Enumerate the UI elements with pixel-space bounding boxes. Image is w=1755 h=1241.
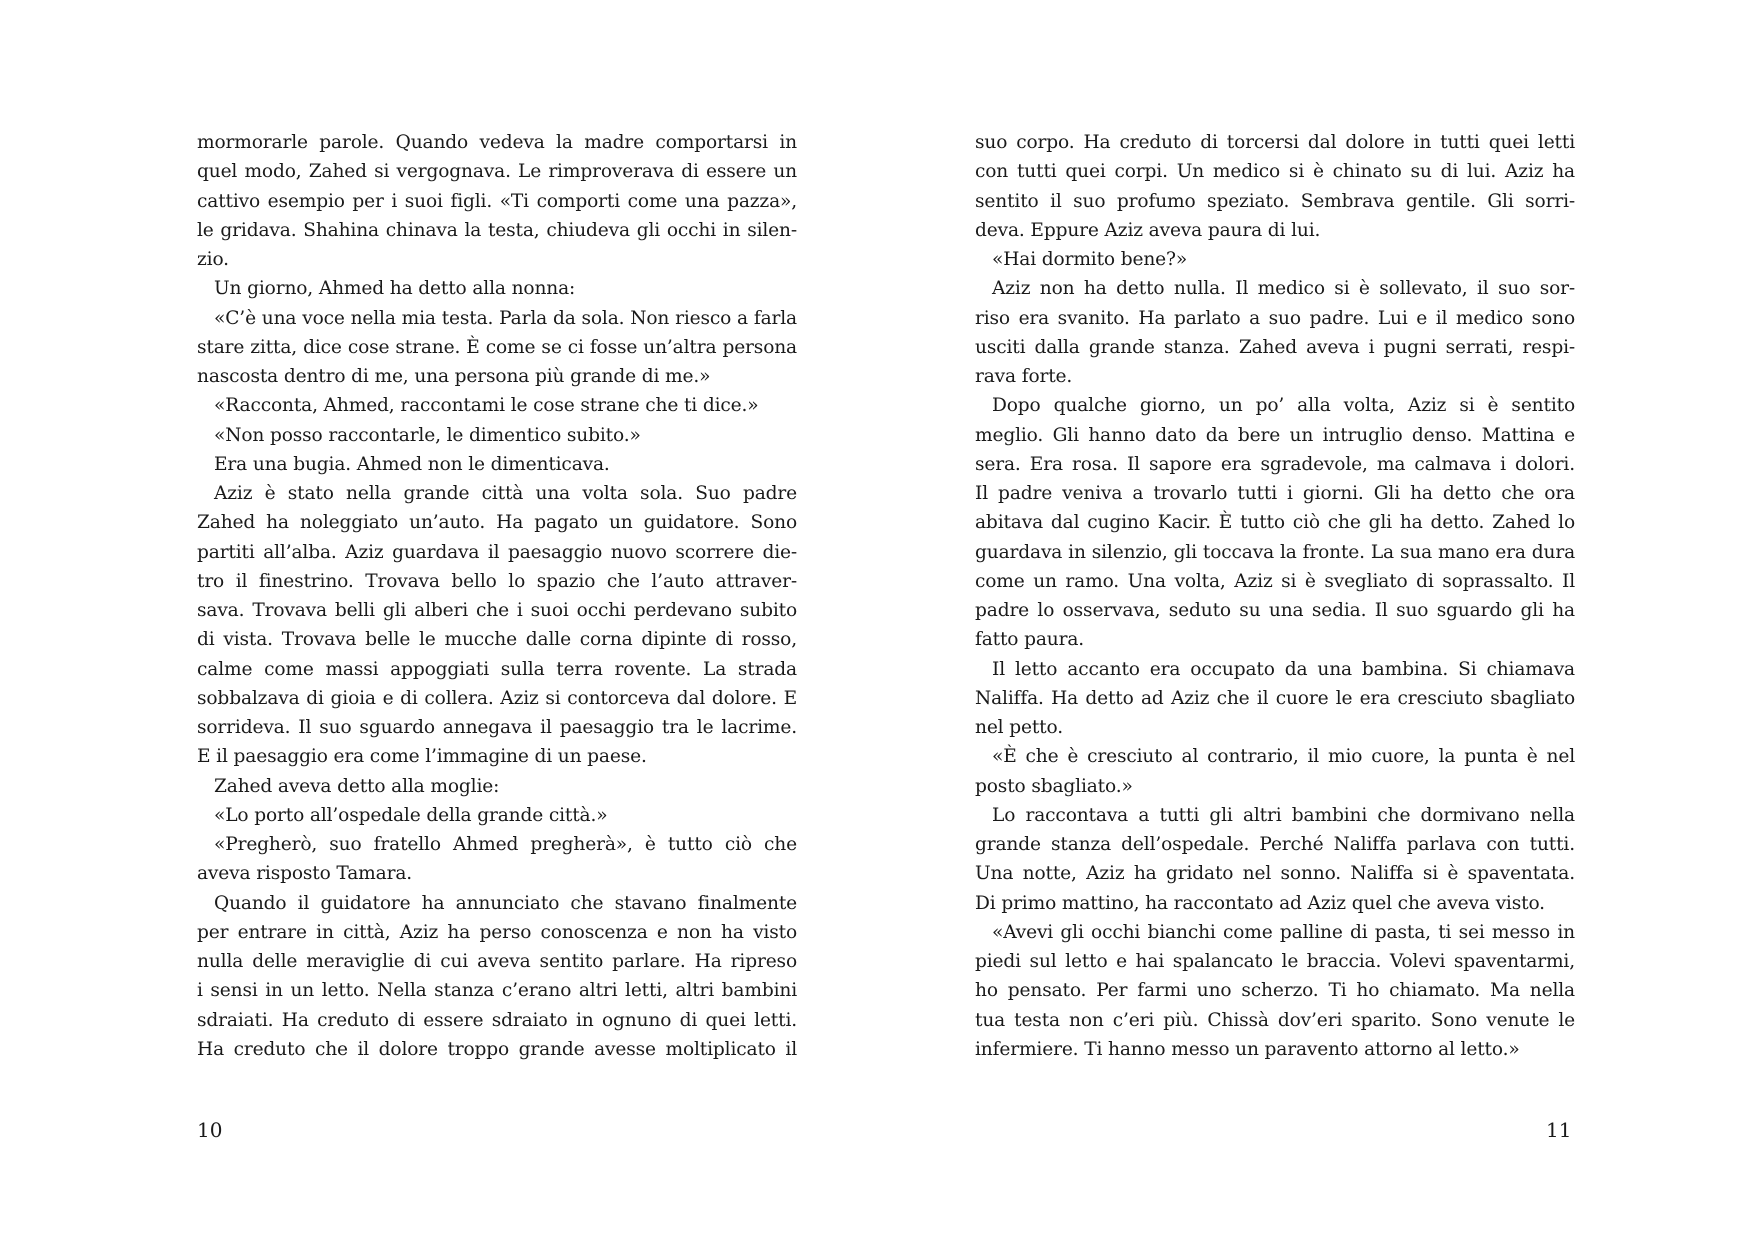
text-line: Era una bugia. Ahmed non le dimenticava. xyxy=(214,453,610,475)
text-line: E il paesaggio era come l’immagine di un paese. xyxy=(197,746,647,768)
text-line: Ha creduto che il dolore troppo grande avesse moltiplicato il xyxy=(197,1038,797,1060)
text-line: quel modo, Zahed si vergognava. Le rimproverava di essere un xyxy=(197,161,797,183)
text-line: sava. Trovava belli gli alberi che i suoi occhi perdevano subito xyxy=(197,600,797,621)
text-line: sobbalzava di gioia e di collera. Aziz si contorceva dal dolore. E xyxy=(197,687,797,709)
text-line: zio. xyxy=(197,249,229,270)
text-line: «Pregherò, suo fratello Ahmed pregherà», è tutto ciò che xyxy=(214,834,797,855)
text-line: mormorarle parole. Quando vedeva la madre comportarsi in xyxy=(197,132,797,153)
text-line: suo corpo. Ha creduto di torcersi dal dolore in tutti quei letti xyxy=(975,132,1575,153)
text-line: padre lo osservava, seduto su una sedia. Il suo sguardo gli ha xyxy=(975,600,1575,621)
text-line: posto sbagliato.» xyxy=(975,775,1133,797)
text-line: Il padre veniva a trovarlo tutti i giorni. Gli ha detto che ora xyxy=(975,483,1575,504)
text-line: Quando il guidatore ha annunciato che stavano finalmente xyxy=(214,892,797,914)
text-line: come un ramo. Una volta, Aziz si è svegliato di soprassalto. Il xyxy=(975,570,1575,592)
text-line: Naliffa. Ha detto ad Aziz che il cuore le era cresciuto sbagliato xyxy=(975,687,1575,709)
text-line: Zahed ha noleggiato un’auto. Ha pagato un guidatore. Sono xyxy=(197,512,797,534)
text-line: grande stanza dell’ospedale. Perché Naliffa parlava con tutti. xyxy=(975,834,1575,855)
text-line: «Lo porto all’ospedale della grande città.» xyxy=(214,804,608,826)
left-page xyxy=(197,128,797,1064)
text-line: con tutti quei corpi. Un medico si è chinato su di lui. Aziz ha xyxy=(975,161,1575,183)
text-line: «Hai dormito bene?» xyxy=(992,249,1188,270)
left-page-number: 10 xyxy=(197,1118,223,1142)
text-line: per entrare in città, Aziz ha perso conoscenza e non ha visto xyxy=(197,921,797,943)
text-line: deva. Eppure Aziz aveva paura di lui. xyxy=(975,219,1321,241)
text-line: sorrideva. Il suo sguardo annegava il paesaggio tra le lacrime. xyxy=(197,717,797,738)
text-line: cattivo esempio per i suoi figli. «Ti comporti come una pazza», xyxy=(197,190,797,212)
text-line: sera. Era rosa. Il sapore era sgradevole, ma calmava i dolori. xyxy=(975,453,1575,475)
right-page xyxy=(975,128,1575,1064)
text-line: tua testa non c’eri più. Chissà dov’eri sparito. Sono venute le xyxy=(975,1009,1575,1031)
text-line: sentito il suo profumo speziato. Sembrava gentile. Gli sorri- xyxy=(975,190,1575,212)
text-line: «C’è una voce nella mia testa. Parla da sola. Non riesco a farla xyxy=(214,307,797,329)
text-line: «È che è cresciuto al contrario, il mio cuore, la punta è nel xyxy=(992,746,1575,768)
text-line: le gridava. Shahina chinava la testa, chiudeva gli occhi in silen- xyxy=(197,219,797,241)
text-line: piedi sul letto e hai spalancato le braccia. Volevi spaventarmi, xyxy=(975,951,1575,972)
text-line: rava forte. xyxy=(975,366,1073,387)
text-line: Zahed aveva detto alla moglie: xyxy=(214,775,500,797)
text-line: Una notte, Aziz ha gridato nel sonno. Naliffa si è spaventata. xyxy=(975,863,1575,885)
text-line: nulla delle meraviglie di cui aveva sentito parlare. Ha ripreso xyxy=(197,951,797,972)
text-line: «Racconta, Ahmed, raccontami le cose strane che ti dice.» xyxy=(214,395,759,417)
text-line: nascosta dentro di me, una persona più grande di me.» xyxy=(197,366,711,387)
text-line: Aziz non ha detto nulla. Il medico si è sollevato, il suo sor- xyxy=(992,278,1575,300)
text-line: Lo raccontava a tutti gli altri bambini che dormivano nella xyxy=(992,804,1575,826)
text-line: meglio. Gli hanno dato da bere un intruglio denso. Mattina e xyxy=(975,424,1575,446)
text-line: guardava in silenzio, gli toccava la fronte. La sua mano era dura xyxy=(975,541,1575,563)
right-page-text xyxy=(975,128,1575,1064)
text-line: Il letto accanto era occupato da una bambina. Si chiamava xyxy=(992,658,1575,680)
text-line: aveva risposto Tamara. xyxy=(197,863,413,885)
text-line: nel petto. xyxy=(975,717,1063,738)
text-line: riso era svanito. Ha parlato a suo padre. Lui e il medico sono xyxy=(975,307,1575,329)
text-line: calme come massi appoggiati sulla terra rovente. La strada xyxy=(197,658,797,680)
text-line: usciti dalla grande stanza. Zahed aveva i pugni serrati, respi- xyxy=(975,336,1575,358)
text-line: infermiere. Ti hanno messo un paravento attorno al letto.» xyxy=(975,1038,1520,1060)
text-line: tro il finestrino. Trovava bello lo spazio che l’auto attraver- xyxy=(197,570,797,592)
text-line: abitava dal cugino Kacir. È tutto ciò che gli ha detto. Zahed lo xyxy=(975,512,1575,534)
text-line: «Avevi gli occhi bianchi come palline di pasta, ti sei messo in xyxy=(992,921,1575,943)
text-line: Di primo mattino, ha raccontato ad Aziz quel che aveva visto. xyxy=(975,892,1545,914)
text-line: «Non posso raccontarle, le dimentico subito.» xyxy=(214,424,641,446)
text-line: partiti all’alba. Aziz guardava il paesaggio nuovo scorrere die- xyxy=(197,541,797,563)
text-line: Aziz è stato nella grande città una volta sola. Suo padre xyxy=(214,483,797,504)
left-page-text xyxy=(197,128,797,1064)
text-line: Dopo qualche giorno, un po’ alla volta, Aziz si è sentito xyxy=(992,395,1575,417)
text-line: Un giorno, Ahmed ha detto alla nonna: xyxy=(214,278,576,300)
text-line: fatto paura. xyxy=(975,629,1085,651)
text-line: i sensi in un letto. Nella stanza c’erano altri letti, altri bambini xyxy=(197,980,797,1002)
text-line: ho pensato. Per farmi uno scherzo. Ti ho chiamato. Ma nella xyxy=(975,980,1575,1002)
text-line: di vista. Trovava belle le mucche dalle corna dipinte di rosso, xyxy=(197,629,797,651)
text-line: stare zitta, dice cose strane. È come se ci fosse un’altra persona xyxy=(197,336,797,358)
right-page-number: 11 xyxy=(1546,1118,1572,1142)
text-line: sdraiati. Ha creduto di essere sdraiato in ognuno di quei letti. xyxy=(197,1009,797,1031)
